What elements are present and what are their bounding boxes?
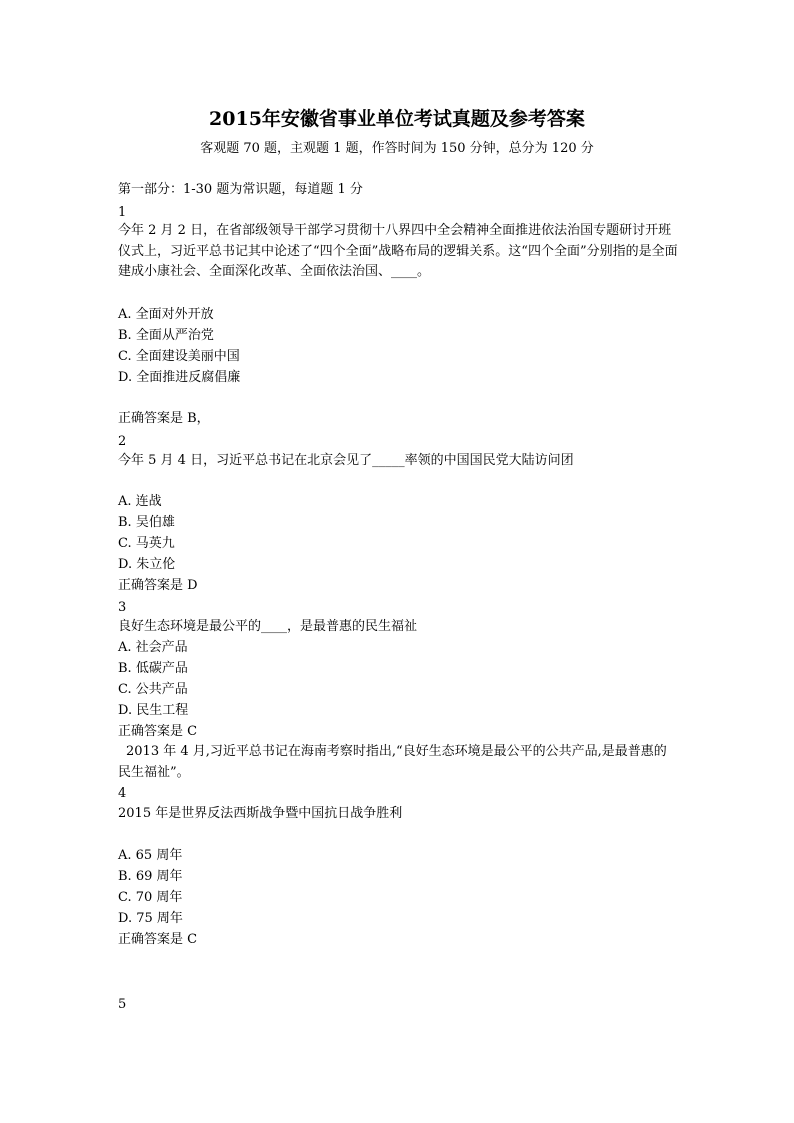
correct-answer: 正确答案是 C — [118, 932, 198, 947]
question-stem: 今年 5 月 4 日，习近平总书记在北京会见了_____率领的中国国民党大陆访问团 — [118, 453, 574, 468]
correct-answer: 正确答案是 B， — [118, 411, 210, 426]
question-option: D. 全面推进反腐倡廉 — [118, 370, 241, 385]
question-option: B. 全面从严治党 — [118, 328, 214, 343]
question-number: 2 — [118, 434, 127, 449]
question-stem: 今年 2 月 2 日，在省部级领导干部学习贯彻十八界四中全会精神全面推进依法治国专题研讨开班仪式上，习近平总书记其中论述了“四个全面”战略布局的逻辑关系。这“四个全面”分别指的是全面建成小康社会、全面深化改革、全面依法治国、____。 — [118, 223, 678, 279]
section-header: 第一部分：1-30 题为常识题，每道题 1 分 — [118, 182, 363, 197]
question-option: B. 吴伯雄 — [118, 515, 175, 530]
question-option: B. 69 周年 — [118, 869, 183, 884]
question-option: C. 公共产品 — [118, 682, 188, 697]
question-number: 3 — [118, 600, 127, 615]
question-number: 5 — [118, 997, 127, 1012]
question-option: A. 全面对外开放 — [118, 307, 214, 322]
question-number: 4 — [118, 786, 127, 801]
question-option: A. 连战 — [118, 494, 162, 509]
question-number: 1 — [118, 205, 127, 220]
question-option: A. 社会产品 — [118, 640, 188, 655]
question-stem: 良好生态环境是最公平的____，是最普惠的民生福祉 — [118, 619, 418, 634]
question-option: C. 全面建设美丽中国 — [118, 349, 240, 364]
document-title: 2015年安徽省事业单位考试真题及参考答案 — [209, 108, 585, 130]
document-subtitle: 客观题 70 题，主观题 1 题，作答时间为 150 分钟，总分为 120 分 — [200, 141, 594, 156]
question-option: D. 朱立伦 — [118, 557, 176, 572]
question-option: A. 65 周年 — [118, 848, 183, 863]
answer-explanation: 2013 年 4 月,习近平总书记在海南考察时指出,“良好生态环境是最公平的公共产品,是最普惠的民生福祉”。 — [118, 744, 667, 780]
question-option: B. 低碳产品 — [118, 661, 188, 676]
question-option: C. 马英九 — [118, 536, 175, 551]
question-option: C. 70 周年 — [118, 890, 183, 905]
question-stem: 2015 年是世界反法西斯战争暨中国抗日战争胜利 — [118, 806, 403, 821]
question-option: D. 75 周年 — [118, 911, 183, 926]
correct-answer: 正确答案是 C — [118, 724, 198, 739]
correct-answer: 正确答案是 D — [118, 578, 198, 593]
question-option: D. 民生工程 — [118, 703, 189, 718]
